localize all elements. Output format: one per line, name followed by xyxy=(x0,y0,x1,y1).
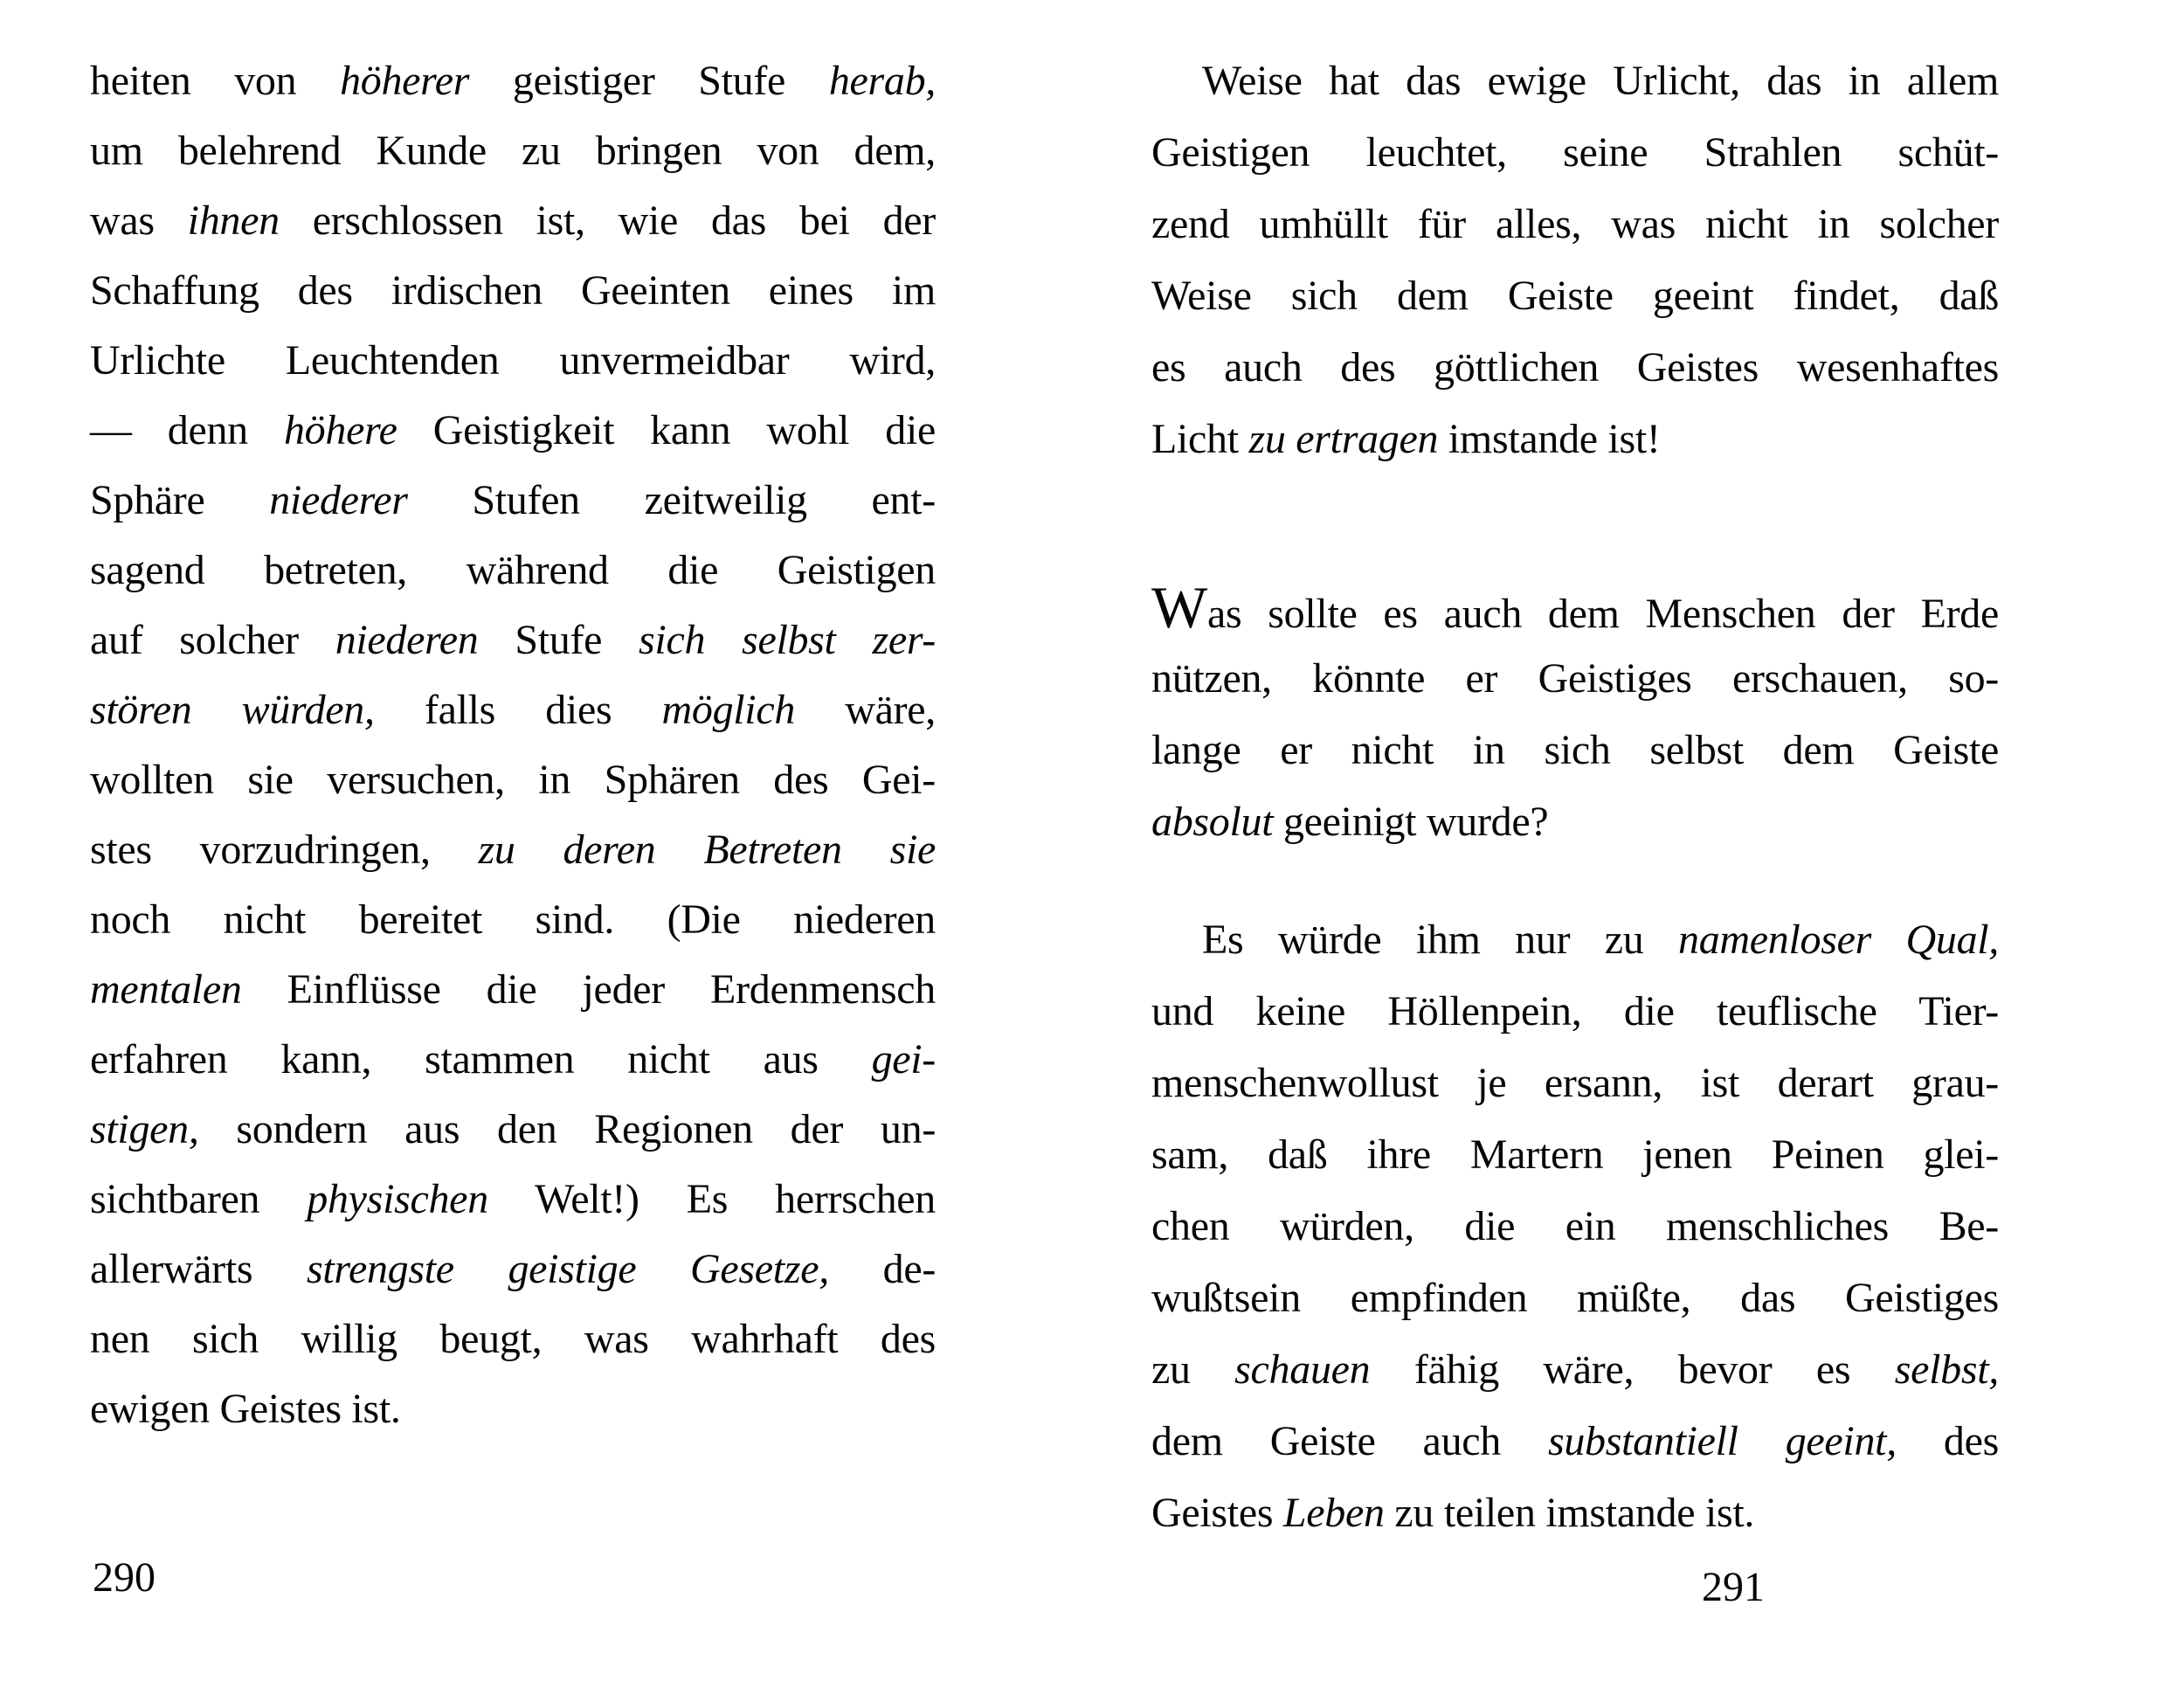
italic-text-segment: absolut xyxy=(1151,799,1274,845)
text-line xyxy=(1151,1334,1999,1406)
text-segment: as sollte es auch dem Menschen der Erde xyxy=(1207,591,1999,637)
italic-text-segment: ihnen xyxy=(187,197,280,244)
text-segment: fähig wäre, bevor es xyxy=(1370,1346,1895,1393)
text-line xyxy=(90,1304,936,1374)
text-segment: Schaffung des irdischen Geeinten eines im xyxy=(90,267,936,314)
text-segment: zend umhüllt für alles, was nicht in solcher xyxy=(1151,201,1999,247)
text-segment: noch nicht bereitet sind. (Die niederen xyxy=(90,896,936,943)
text-line xyxy=(1151,189,1999,260)
text-line xyxy=(1151,1048,1999,1119)
text-line xyxy=(90,955,936,1025)
italic-text-segment: möglich xyxy=(661,687,796,733)
text-line xyxy=(90,1025,936,1095)
text-line xyxy=(90,605,936,675)
text-segment: auf solcher xyxy=(90,617,335,663)
text-segment: und keine Höllenpein, die teuflische Tier- xyxy=(1151,988,1999,1034)
text-segment: menschenwollust je ersann, ist derart grau- xyxy=(1151,1060,1999,1106)
text-segment: nen sich willig beugt, was wahrhaft des xyxy=(90,1316,936,1362)
text-segment: Weise hat das ewige Urlicht, das in allem xyxy=(1202,58,1999,104)
text-line xyxy=(1151,45,1999,117)
left-page-text-block xyxy=(90,46,936,1444)
italic-text-segment: strengste geistige Gesetze, xyxy=(306,1246,829,1292)
italic-text-segment: höhere xyxy=(283,407,397,453)
text-segment: heiten von xyxy=(90,58,341,104)
text-segment: Geistigen leuchtet, seine Strahlen schüt- xyxy=(1151,129,1999,176)
text-line xyxy=(90,1235,936,1304)
text-line xyxy=(90,1165,936,1235)
italic-text-segment: gei- xyxy=(871,1036,936,1083)
right-page-text-block xyxy=(1151,45,1999,1549)
text-line xyxy=(1151,1191,1999,1263)
text-line xyxy=(1151,332,1999,404)
text-segment: Weise sich dem Geiste geeint findet, daß xyxy=(1151,273,1999,319)
italic-text-segment: niederen xyxy=(335,617,479,663)
text-segment: de- xyxy=(828,1246,936,1292)
text-line xyxy=(1151,117,1999,189)
italic-text-segment: höherer xyxy=(340,58,470,104)
text-segment: sagend betreten, während die Geistigen xyxy=(90,547,936,593)
text-segment: nützen, könnte er Geistiges erschauen, so- xyxy=(1151,655,1999,702)
text-line xyxy=(1151,404,1999,475)
text-line xyxy=(1151,904,1999,976)
text-line xyxy=(90,815,936,885)
italic-text-segment: Leben xyxy=(1282,1490,1385,1536)
text-line xyxy=(1151,1119,1999,1191)
text-segment: geeinigt wurde? xyxy=(1273,799,1549,845)
text-segment: zu teilen imstande ist. xyxy=(1384,1490,1755,1536)
italic-text-segment: schauen xyxy=(1234,1346,1371,1393)
text-segment: Welt!) Es herrschen xyxy=(487,1176,936,1222)
text-segment: wollten sie versuchen, in Sphären des Gei- xyxy=(90,757,936,803)
text-line xyxy=(90,46,936,116)
text-segment: imstande ist! xyxy=(1438,416,1661,462)
text-line xyxy=(90,536,936,605)
italic-text-segment: stigen, xyxy=(90,1106,199,1152)
right-page-number: 291 xyxy=(1702,1564,1765,1610)
italic-text-segment: zu ertragen xyxy=(1248,416,1439,462)
italic-text-segment: physischen xyxy=(307,1176,488,1222)
text-segment: ewigen Geistes ist. xyxy=(90,1386,401,1432)
text-line xyxy=(90,326,936,396)
text-segment: lange er nicht in sich selbst dem Geiste xyxy=(1151,727,1999,773)
text-segment: — denn xyxy=(90,407,284,453)
text-segment: Es würde ihm nur zu xyxy=(1202,917,1679,963)
italic-text-segment: mentalen xyxy=(90,966,242,1013)
text-segment: es auch des göttlichen Geistes wesenhaftes xyxy=(1151,344,1999,391)
text-segment: um belehrend Kunde zu bringen von dem, xyxy=(90,128,936,174)
text-segment: Einflüsse die jeder Erdenmensch xyxy=(241,966,936,1013)
italic-text-segment: selbst, xyxy=(1894,1346,1999,1393)
text-line xyxy=(1151,786,1999,858)
text-segment: sichtbaren xyxy=(90,1176,308,1222)
text-line xyxy=(90,466,936,536)
drop-initial: W xyxy=(1151,574,1208,640)
text-line xyxy=(1151,643,1999,715)
italic-text-segment: namenloser Qual, xyxy=(1678,917,2000,963)
italic-text-segment: herab, xyxy=(828,58,936,104)
text-segment: Geistigkeit kann wohl die xyxy=(397,407,936,453)
text-segment: Licht xyxy=(1151,416,1249,462)
text-line xyxy=(1151,715,1999,786)
text-segment: chen würden, die ein menschliches Be- xyxy=(1151,1203,1999,1249)
text-segment: sondern aus den Regionen der un- xyxy=(198,1106,936,1152)
text-line xyxy=(90,186,936,256)
text-segment: Stufen zeitweilig ent- xyxy=(407,477,936,523)
text-segment: des xyxy=(1896,1418,1999,1464)
text-segment: erschlossen ist, wie das bei der xyxy=(279,197,936,244)
text-segment: Stufe xyxy=(478,617,639,663)
italic-text-segment: stören würden, xyxy=(90,687,375,733)
italic-text-segment: zu deren Betreten sie xyxy=(478,827,936,873)
text-line xyxy=(1151,260,1999,332)
text-segment: sam, daß ihre Martern jenen Peinen glei- xyxy=(1151,1131,1999,1178)
paragraph xyxy=(1151,45,1999,475)
text-line xyxy=(90,1374,936,1444)
text-line xyxy=(90,675,936,745)
text-line xyxy=(1151,976,1999,1048)
text-line xyxy=(1151,1477,1999,1549)
paragraph xyxy=(1151,904,1999,1549)
text-line xyxy=(90,396,936,466)
text-segment: wäre, xyxy=(795,687,936,733)
text-line xyxy=(90,745,936,815)
text-segment: stes vorzudringen, xyxy=(90,827,479,873)
text-segment: geistiger Stufe xyxy=(469,58,829,104)
text-segment: falls dies xyxy=(374,687,662,733)
paragraph xyxy=(1151,571,1999,858)
italic-text-segment: substantiell geeint, xyxy=(1547,1418,1897,1464)
text-segment: dem Geiste auch xyxy=(1151,1418,1548,1464)
text-line xyxy=(90,1095,936,1165)
text-line xyxy=(1151,1406,1999,1477)
text-segment: was xyxy=(90,197,188,244)
text-segment: allerwärts xyxy=(90,1246,307,1292)
italic-text-segment: niederer xyxy=(269,477,408,523)
text-segment: wußtsein empfinden müßte, das Geistiges xyxy=(1151,1275,1999,1321)
left-page-number: 290 xyxy=(93,1554,156,1601)
text-segment: erfahren kann, stammen nicht aus xyxy=(90,1036,872,1083)
text-line xyxy=(1151,1263,1999,1334)
text-line xyxy=(90,256,936,326)
text-segment: Urlichte Leuchtenden unvermeidbar wird, xyxy=(90,337,936,384)
italic-text-segment: sich selbst zer- xyxy=(639,617,936,663)
text-line xyxy=(1151,571,1999,643)
text-segment: Sphäre xyxy=(90,477,270,523)
text-segment: Geistes xyxy=(1151,1490,1283,1536)
text-line xyxy=(90,116,936,186)
text-line xyxy=(90,885,936,955)
paragraph xyxy=(90,46,936,1444)
text-segment: zu xyxy=(1151,1346,1235,1393)
